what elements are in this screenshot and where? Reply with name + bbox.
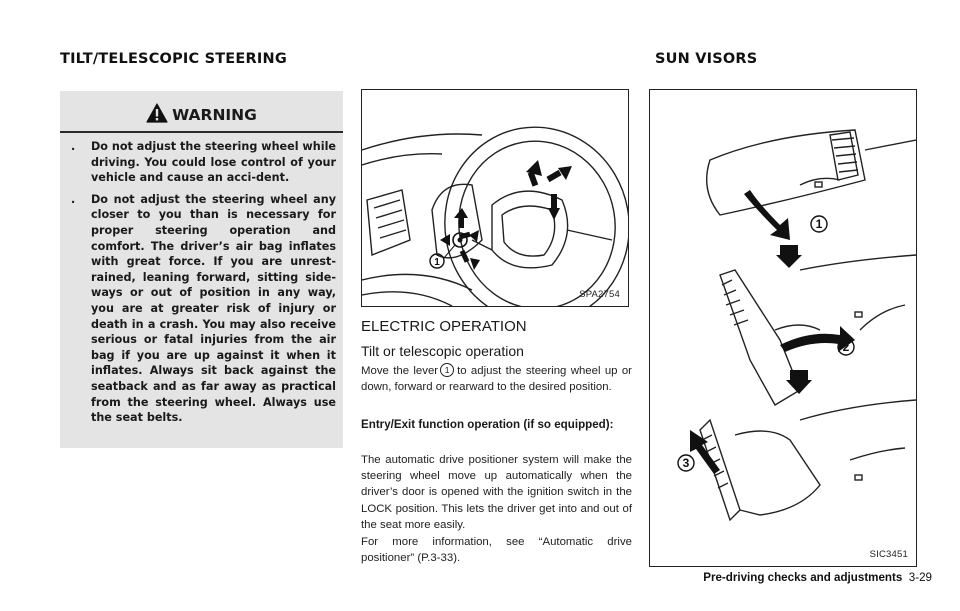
footer-page-number: 3-29 (908, 571, 932, 584)
sun-visor-figure (649, 89, 917, 567)
steering-figure (361, 89, 629, 307)
warning-list (71, 139, 336, 432)
bullet: . (71, 192, 76, 206)
entry-exit-title: Entry/Exit function operation (if so equipped): (361, 418, 614, 431)
warning-text: Do not adjust the steering wheel while driving. You could lose control of your vehicle and cause an acci-dent. (91, 140, 336, 185)
paragraph-entry-exit: The automatic drive positioner system will make the steering wheel move up automatically when the driver’s door is opened with the ignition switch in the LOCK position. This lets the driver get into and out of the seat more easily. (361, 454, 632, 531)
figure-code: SPA2754 (579, 289, 620, 300)
warning-item (71, 139, 336, 186)
warning-title: WARNING (172, 106, 257, 124)
visor-callout-3: 3 (682, 456, 690, 470)
visor-callout-1: 1 (815, 217, 823, 231)
warning-header (60, 103, 343, 127)
paragraph-lever (361, 363, 632, 395)
bullet: . (71, 140, 76, 153)
steering-illustration (362, 90, 628, 306)
section-title-sun-visors: SUN VISORS (655, 51, 758, 67)
footer-chapter: Pre-driving checks and adjustments (703, 571, 903, 584)
warning-divider (60, 131, 343, 133)
visor-callout-2: 2 (842, 340, 850, 354)
heading-electric-operation: ELECTRIC OPERATION (361, 318, 527, 335)
para-text: Move the lever (361, 365, 439, 377)
section-title-tilt: TILT/TELESCOPIC STEERING (60, 51, 287, 67)
warning-box (60, 91, 343, 448)
page-footer (703, 571, 932, 584)
figure-code: SIC3451 (869, 549, 908, 560)
figure-callout-1: 1 (434, 257, 440, 268)
warning-triangle-icon (146, 103, 168, 127)
sun-visor-illustration (650, 90, 916, 566)
warning-text: Do not adjust the steering wheel any closer to you than is necessary for proper steering operation and comfort. The driver’s air bag inflates with great force. If you are unrest-rained, leaning forward, sitting side-ways or out of position in any way, you are at greater risk of injury or death in a crash. You may also receive serious or fatal injuries from the air bag if you are up against it when it inflates. Always sit back against the seatback and as far away as practical from the steering wheel. Always use the seat belts. (91, 192, 336, 425)
subheading-tilt-telescopic: Tilt or telescopic operation (361, 343, 524, 359)
warning-item (71, 192, 336, 426)
para-text: to adjust the steering wheel up or down, forward or rearward to the desired position. (361, 365, 632, 394)
callout-number: 1 (440, 363, 454, 377)
paragraph-more-info: For more information, see “Automatic drive positioner” (P.3-33). (361, 536, 632, 565)
